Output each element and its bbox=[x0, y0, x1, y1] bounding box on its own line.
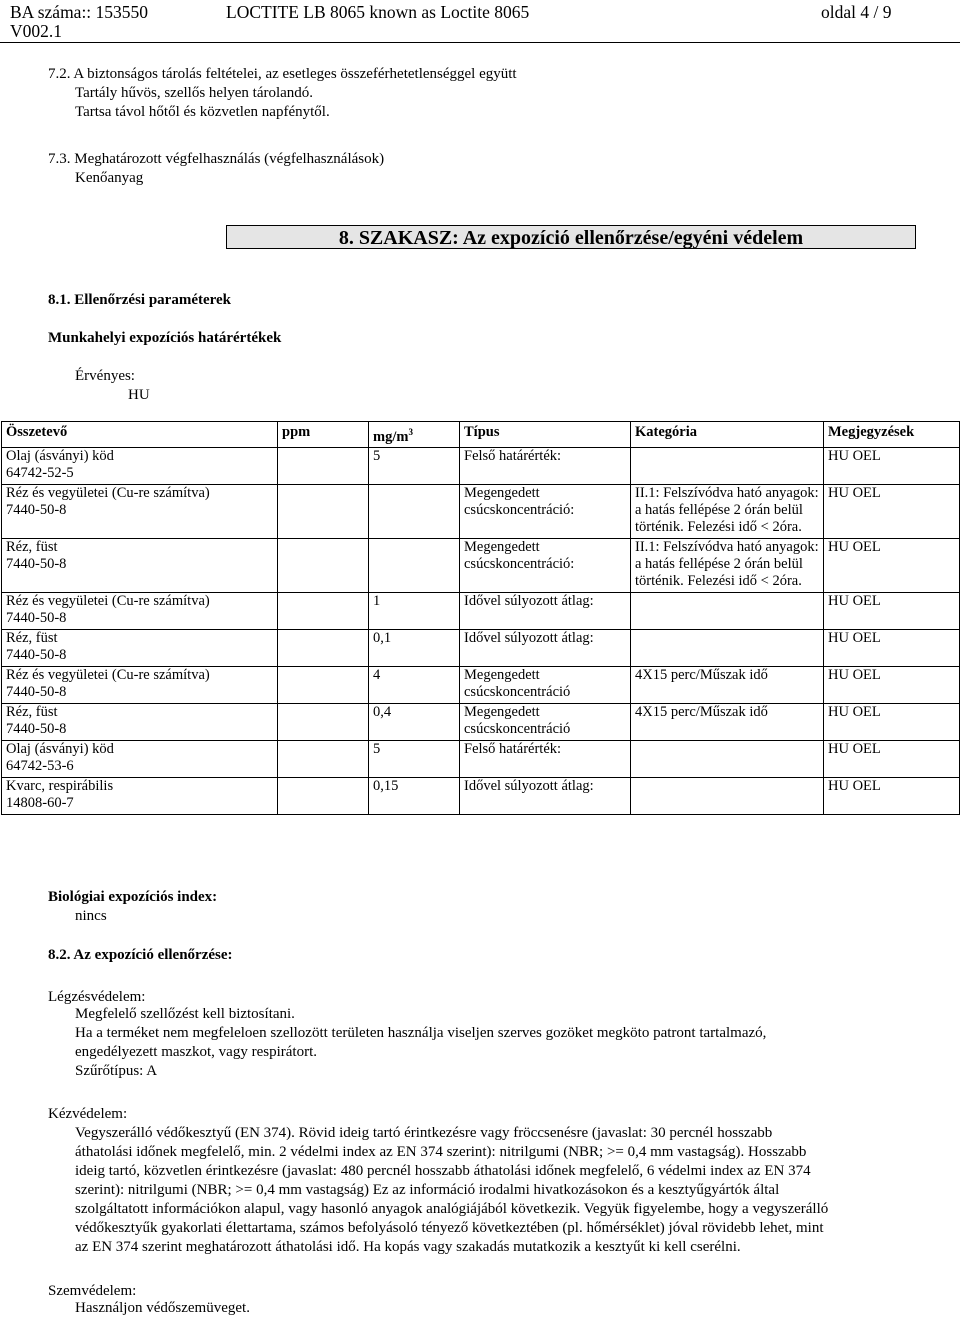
cell-component bbox=[2, 538, 278, 592]
header-divider bbox=[0, 42, 960, 43]
cell-type: Idővel súlyozott átlag: bbox=[460, 629, 631, 666]
cell-type: Megengedett csúcskoncentráció: bbox=[460, 484, 631, 538]
cell-category: II.1: Felszívódva ható anyagok: a hatás fellépése 2 órán belül történik. Felezési idő < 2óra. bbox=[631, 538, 824, 592]
header-ppm: ppm bbox=[278, 422, 369, 448]
section-8-banner bbox=[226, 225, 916, 249]
respiratory-line-1: Megfelelő szellőzést kell biztosítani. bbox=[75, 1006, 295, 1022]
valid-value: HU bbox=[128, 387, 150, 403]
cell-ppm bbox=[278, 666, 369, 703]
header-mg-unit: mg/m bbox=[373, 428, 409, 445]
component-name: Olaj (ásványi) köd bbox=[6, 740, 114, 757]
valid-label: Érvényes: bbox=[75, 368, 135, 384]
cell-mg: 5 bbox=[369, 447, 460, 484]
cell-mg: 1 bbox=[369, 592, 460, 629]
cell-notes: HU OEL bbox=[824, 592, 960, 629]
oel-table-header-row bbox=[2, 422, 960, 448]
cell-category: 4X15 perc/Műszak idő bbox=[631, 666, 824, 703]
cell-type: Felső határérték: bbox=[460, 447, 631, 484]
cell-mg: 0,15 bbox=[369, 777, 460, 814]
component-name: Réz, füst bbox=[6, 703, 58, 720]
component-name: Réz, füst bbox=[6, 538, 58, 555]
cas-number: 64742-52-5 bbox=[6, 464, 74, 481]
cell-component bbox=[2, 484, 278, 538]
hand-line: áthatolási időnek megfelelő, min. 2 védelmi index az EN 374 szerint): nitrilgumi (NBR; >= 0,4 mm vastagság). Hosszabb bbox=[75, 1144, 807, 1160]
cell-notes: HU OEL bbox=[824, 484, 960, 538]
header-type: Típus bbox=[460, 422, 631, 448]
cell-category: 4X15 perc/Műszak idő bbox=[631, 703, 824, 740]
cas-number: 7440-50-8 bbox=[6, 646, 67, 663]
cell-type: Megengedett csúcskoncentráció bbox=[460, 703, 631, 740]
cas-number: 7440-50-8 bbox=[6, 501, 67, 518]
cas-number: 64742-53-6 bbox=[6, 757, 74, 774]
bio-index-value: nincs bbox=[75, 908, 107, 924]
cell-ppm bbox=[278, 538, 369, 592]
header-mg-superscript: 3 bbox=[408, 427, 413, 437]
section-8-title: 8. SZAKASZ: Az expozíció ellenőrzése/egyéni védelem bbox=[338, 227, 804, 249]
hand-line: szerint): nitrilgumi (NBR; >= 0,4 mm vastagság) Ez az információ irodalmi hivatkozásokon és a kesztyűgyártók által bbox=[75, 1182, 780, 1198]
eye-label: Szemvédelem: bbox=[48, 1283, 137, 1299]
cell-mg: 5 bbox=[369, 740, 460, 777]
cell-mg: 0,1 bbox=[369, 629, 460, 666]
section-7-2-line-1: Tartály hűvös, szellős helyen tárolandó. bbox=[75, 85, 314, 101]
cas-number: 14808-60-7 bbox=[6, 794, 74, 811]
cell-type: Idővel súlyozott átlag: bbox=[460, 592, 631, 629]
cell-notes: HU OEL bbox=[824, 703, 960, 740]
cell-notes: HU OEL bbox=[824, 538, 960, 592]
page-header bbox=[0, 0, 960, 42]
cell-component bbox=[2, 777, 278, 814]
cell-component bbox=[2, 740, 278, 777]
cell-component bbox=[2, 447, 278, 484]
cas-number: 7440-50-8 bbox=[6, 720, 67, 737]
component-name: Olaj (ásványi) köd bbox=[6, 447, 114, 464]
header-notes: Megjegyzések bbox=[824, 422, 960, 448]
table-row bbox=[2, 777, 960, 814]
cell-type: Megengedett csúcskoncentráció bbox=[460, 666, 631, 703]
cell-ppm bbox=[278, 629, 369, 666]
hand-line: Vegyszerálló védőkesztyű (EN 374). Rövid ideig tartó érintkezésre vagy fröccsenésre (javaslat: 30 percnél hosszabb bbox=[75, 1125, 773, 1141]
table-row bbox=[2, 629, 960, 666]
cell-notes: HU OEL bbox=[824, 447, 960, 484]
cell-ppm bbox=[278, 484, 369, 538]
cell-component bbox=[2, 629, 278, 666]
cell-category bbox=[631, 740, 824, 777]
table-row bbox=[2, 484, 960, 538]
cell-type: Idővel súlyozott átlag: bbox=[460, 777, 631, 814]
cell-notes: HU OEL bbox=[824, 740, 960, 777]
cell-category bbox=[631, 629, 824, 666]
hand-line: védőkesztyűk gyakorlati élettartama, számos befolyásoló tényező következtében (pl. hőmérséklet) jóval rövidebb lehet, mint bbox=[75, 1220, 824, 1236]
cell-component bbox=[2, 666, 278, 703]
cell-mg bbox=[369, 484, 460, 538]
cas-number: 7440-50-8 bbox=[6, 609, 67, 626]
cell-ppm bbox=[278, 592, 369, 629]
table-row bbox=[2, 447, 960, 484]
cell-category bbox=[631, 592, 824, 629]
cell-ppm bbox=[278, 703, 369, 740]
table-row bbox=[2, 592, 960, 629]
cell-component bbox=[2, 592, 278, 629]
header-mg bbox=[369, 422, 460, 448]
oel-table bbox=[1, 421, 960, 815]
component-name: Réz és vegyületei (Cu-re számítva) bbox=[6, 484, 210, 501]
component-name: Kvarc, respirábilis bbox=[6, 777, 114, 794]
table-row bbox=[2, 740, 960, 777]
section-7-2-title: 7.2. A biztonságos tárolás feltételei, az esetleges összeférhetetlenséggel együtt bbox=[48, 66, 517, 82]
respiratory-label: Légzésvédelem: bbox=[48, 989, 146, 1005]
cell-notes: HU OEL bbox=[824, 666, 960, 703]
cell-mg: 4 bbox=[369, 666, 460, 703]
section-7-3-title: 7.3. Meghatározott végfelhasználás (végfelhasználások) bbox=[48, 151, 385, 167]
cell-notes: HU OEL bbox=[824, 629, 960, 666]
cell-type: Felső határérték: bbox=[460, 740, 631, 777]
hand-line: az EN 374 szerint meghatározott áthatolási idő. Ha kopás vagy szakadás mutatkozik a kesztyűt ki kell cserélni. bbox=[75, 1239, 741, 1255]
respiratory-line-2: Ha a terméket nem megfeleloen szellozött területen használja viseljen szerves gozöket megköto patront tartalmazó, bbox=[75, 1025, 767, 1041]
cell-notes: HU OEL bbox=[824, 777, 960, 814]
table-row bbox=[2, 666, 960, 703]
section-7-3-line-1: Kenőanyag bbox=[75, 170, 144, 186]
cell-mg: 0,4 bbox=[369, 703, 460, 740]
cell-ppm bbox=[278, 777, 369, 814]
document-number: BA száma:: 153550 bbox=[10, 2, 149, 22]
cell-ppm bbox=[278, 447, 369, 484]
product-name: LOCTITE LB 8065 known as Loctite 8065 bbox=[226, 2, 530, 22]
hand-label: Kézvédelem: bbox=[48, 1106, 128, 1122]
table-row bbox=[2, 703, 960, 740]
page-number: oldal 4 / 9 bbox=[821, 2, 892, 22]
component-name: Réz és vegyületei (Cu-re számítva) bbox=[6, 666, 210, 683]
section-7-2-line-2: Tartsa távol hőtől és közvetlen napfénytől. bbox=[75, 104, 330, 120]
hand-line: ideig tartó, közvetlen érintkezésre (javaslat: 480 percnél hosszabb áthatolási időnek megfelelő, 6 védelmi index az EN 374 bbox=[75, 1163, 811, 1179]
cell-type: Megengedett csúcskoncentráció: bbox=[460, 538, 631, 592]
oel-subtitle: Munkahelyi expozíciós határértékek bbox=[48, 330, 282, 346]
header-component: Összetevő bbox=[2, 422, 278, 448]
cell-category bbox=[631, 777, 824, 814]
cell-component bbox=[2, 703, 278, 740]
respiratory-line-4: Szűrőtípus: A bbox=[75, 1063, 158, 1079]
eye-line-1: Használjon védőszemüveget. bbox=[75, 1300, 250, 1316]
hand-line: szolgáltatott információkon alapul, vagy hasonló anyagok analógiájából következik. Vegyük figyelembe, hogy a vegyszerálló bbox=[75, 1201, 829, 1217]
cell-mg bbox=[369, 538, 460, 592]
respiratory-line-3: engedélyezett maszkot, vagy respirátort. bbox=[75, 1044, 317, 1060]
table-row bbox=[2, 538, 960, 592]
header-category: Kategória bbox=[631, 422, 824, 448]
cas-number: 7440-50-8 bbox=[6, 683, 67, 700]
cell-category bbox=[631, 447, 824, 484]
document-version: V002.1 bbox=[10, 21, 63, 41]
cas-number: 7440-50-8 bbox=[6, 555, 67, 572]
component-name: Réz, füst bbox=[6, 629, 58, 646]
component-name: Réz és vegyületei (Cu-re számítva) bbox=[6, 592, 210, 609]
section-8-1-title: 8.1. Ellenőrzési paraméterek bbox=[48, 292, 232, 308]
cell-ppm bbox=[278, 740, 369, 777]
cell-category: II.1: Felszívódva ható anyagok: a hatás fellépése 2 órán belül történik. Felezési idő < 2óra. bbox=[631, 484, 824, 538]
section-8-2-title: 8.2. Az expozíció ellenőrzése: bbox=[48, 947, 233, 963]
bio-index-title: Biológiai expozíciós index: bbox=[48, 889, 218, 905]
